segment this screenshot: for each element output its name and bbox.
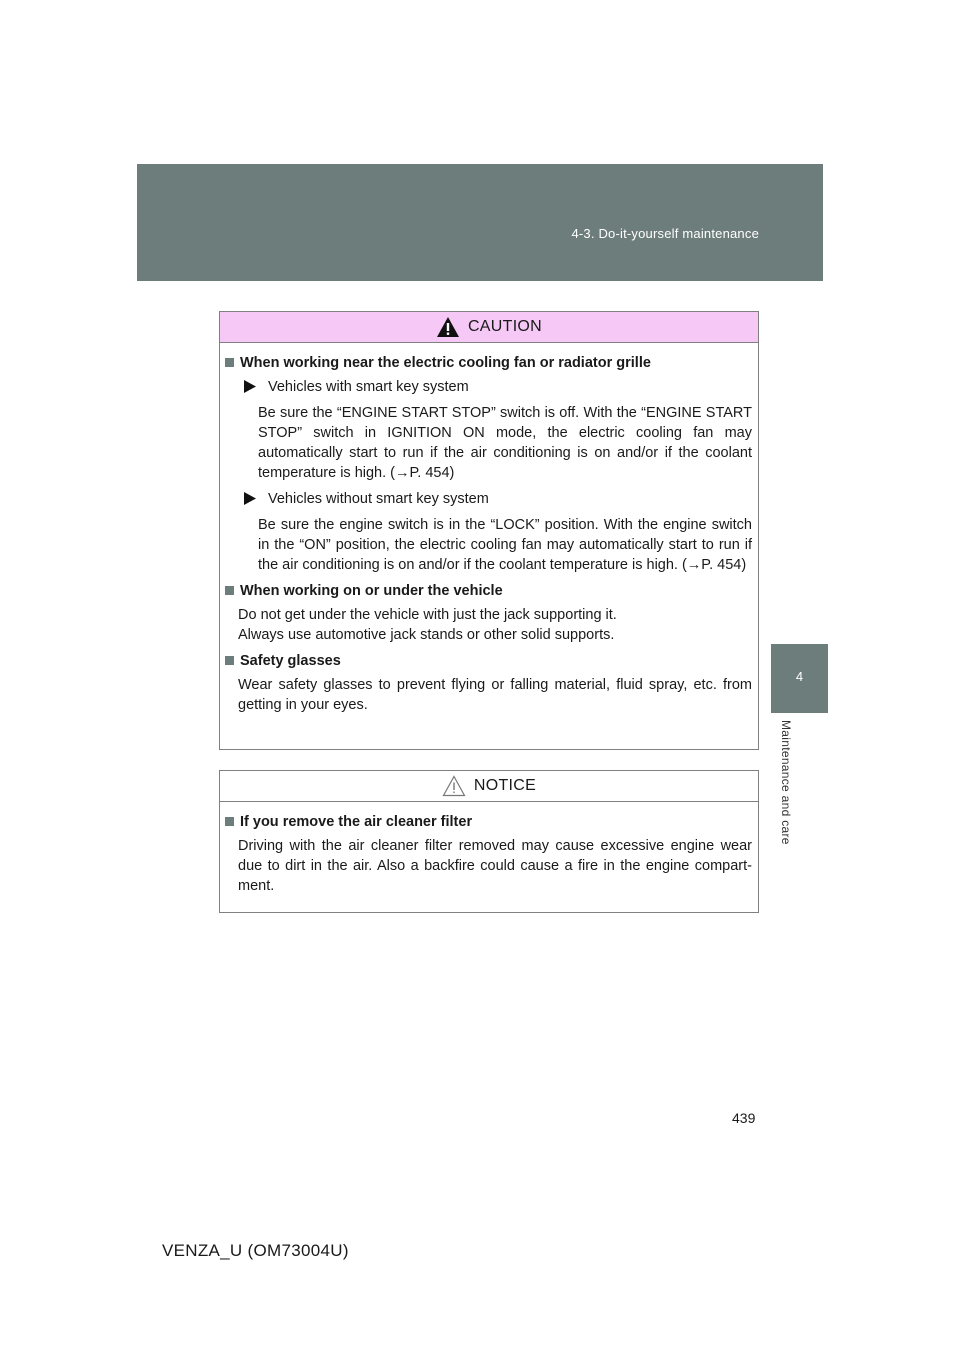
under-vehicle-line1: Do not get under the vehicle with just the jack supporting it. xyxy=(238,607,617,623)
notice-header xyxy=(220,771,758,802)
heading-text: If you remove the air cleaner filter xyxy=(240,814,473,830)
caution-body xyxy=(220,343,758,725)
triangle-bullet-icon xyxy=(244,492,256,505)
manual-code: VENZA_U (OM73004U) xyxy=(162,1241,349,1260)
caution-title: CAUTION xyxy=(467,318,543,335)
warning-filled-icon xyxy=(436,316,460,338)
notice-title: NOTICE xyxy=(473,777,537,794)
option-label: Vehicles without smart key system xyxy=(268,491,489,507)
section-title: 4-3. Do-it-yourself maintenance xyxy=(571,226,759,241)
notice-heading-air-filter xyxy=(224,812,752,832)
safety-glasses-text: Wear safety glasses to prevent flying or falling material, fluid spray, etc. from getting in your eyes. xyxy=(238,677,752,713)
option-no-smart-key xyxy=(244,489,752,509)
warning-outline-icon xyxy=(442,775,466,797)
heading-text: When working near the electric cooling fan or radiator grille xyxy=(240,355,651,371)
square-bullet-icon xyxy=(225,656,234,665)
notice-box xyxy=(219,770,759,913)
option-smart-key xyxy=(244,377,752,397)
heading-text: When working on or under the vehicle xyxy=(240,583,503,599)
caution-heading-safety-glasses xyxy=(224,651,752,671)
heading-text: Safety glasses xyxy=(240,653,341,669)
header-band xyxy=(137,164,823,281)
notice-body xyxy=(220,802,758,906)
triangle-bullet-icon xyxy=(244,380,256,393)
square-bullet-icon xyxy=(225,358,234,367)
under-vehicle-line2: Always use automotive jack stands or other solid supports. xyxy=(238,627,615,643)
square-bullet-icon xyxy=(225,817,234,826)
option-no-smart-key-text: Be sure the engine switch is in the “LOCK” position. With the engine switch in the “ON” position, the electric cooling fan may automatically start to run if the air conditioning is on and/or if the coolant temperature is high. (→P. 454) xyxy=(258,517,752,573)
square-bullet-icon xyxy=(225,586,234,595)
caution-box xyxy=(219,311,759,750)
chapter-label: Maintenance and care xyxy=(779,720,793,845)
air-filter-text: Driving with the air cleaner filter removed may cause excessive engine wear due to dirt in the air. Also a backfire could cause a fire in the engine compart-ment. xyxy=(238,838,752,894)
option-label: Vehicles with smart key system xyxy=(268,379,469,395)
chapter-tab: 4 xyxy=(771,644,828,713)
caution-heading-under-vehicle xyxy=(224,581,752,601)
caution-header xyxy=(220,312,758,343)
option-smart-key-text: Be sure the “ENGINE START STOP” switch is off. With the “ENGINE START STOP” switch in IGNITION ON mode, the electric cooling fan may automatically start to run if the air conditioning is on and/or if the coolant temperature is high. (→P. 454) xyxy=(258,405,752,481)
caution-heading-fan xyxy=(224,353,752,373)
page-number: 439 xyxy=(732,1110,756,1126)
